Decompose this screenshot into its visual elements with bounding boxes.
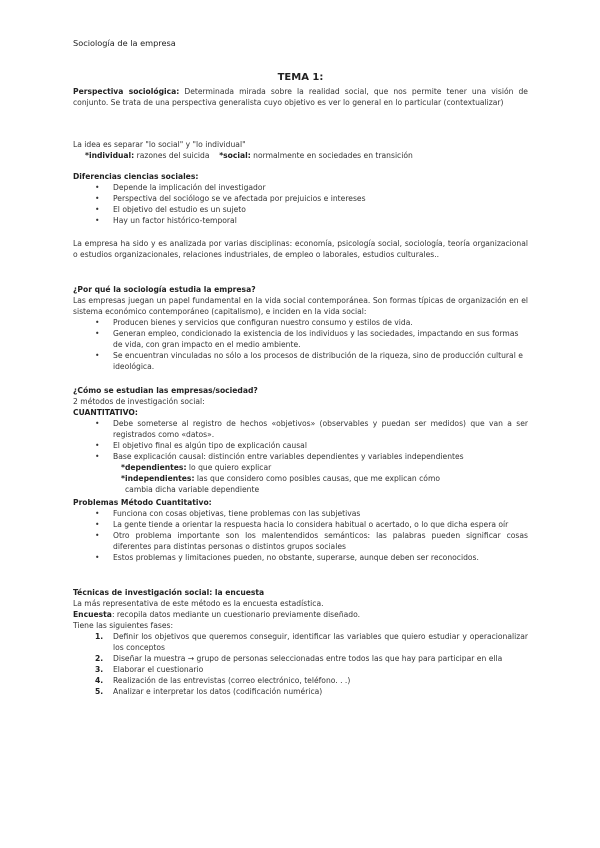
list-item: • El objetivo del estudio es un sujeto (73, 204, 528, 215)
list-item (73, 631, 528, 653)
idea-block (73, 139, 528, 161)
perspectiva-text: Determinada mirada sobre la realidad social, que nos permite tener una visión de conjunto. Se trata de una perspectiva generalista cuyo objetivo es ver lo general en lo particular (contextualizar) (73, 87, 528, 107)
dependientes-label: *dependientes: (121, 463, 187, 472)
como-heading: ¿Cómo se estudian las empresas/sociedad? (73, 386, 258, 395)
list-item: • Funciona con cosas objetivas, tiene problemas con las subjetivas (73, 508, 528, 519)
social-label: *social: (219, 151, 251, 160)
list-item: • Base explicación causal: distinción entre variables dependientes y variables independientes (73, 451, 528, 462)
list-item: • Generan empleo, condicionado la existencia de los individuos y las sociedades, impactando en sus formas de vida, con gran impacto en el medio ambiente. (73, 328, 528, 350)
tecnicas-heading: Técnicas de investigación social: la encuesta (73, 588, 265, 597)
independientes-text: las que considero como posibles causas, que me explican cómo (194, 474, 440, 483)
como-line: 2 métodos de investigación social: (73, 397, 205, 406)
step-number: 1. (95, 632, 104, 641)
dependientes-text: lo que quiero explicar (186, 463, 272, 472)
step-text: Definir los objetivos que queremos conseguir, identificar las variables que quiero estudiar y operacionalizar los conceptos (113, 632, 528, 652)
perspectiva-paragraph (73, 86, 528, 108)
list-item: • Perspectiva del sociólogo se ve afectada por prejuicios e intereses (73, 193, 528, 204)
individual-text: razones del suicida (134, 151, 210, 160)
list-item: • Otro problema importante son los malentendidos semánticos: las palabras pueden significar cosas diferentes para distintas personas o distintos grupos sociales (73, 530, 528, 552)
step-number: 5. (95, 687, 104, 696)
idea-line: La idea es separar "lo social" y "lo individual" (73, 140, 246, 149)
tecnicas-section (73, 587, 528, 697)
list-item (73, 675, 528, 686)
list-item: • Producen bienes y servicios que configuran nuestro consumo y estilos de vida. (73, 317, 528, 328)
list-item: • Hay un factor histórico-temporal (73, 215, 528, 226)
independientes-label: *independientes: (121, 474, 195, 483)
diferencias-section (73, 171, 528, 226)
list-item: • Debe someterse al registro de hechos «objetivos» (observables y puedan ser medidos) que van a ser registrados como «datos». (73, 418, 528, 440)
porque-text: Las empresas juegan un papel fundamental en la vida social contemporánea. Son formas típicas de organización en el sistema económico contemporáneo (capitalismo), e inciden en la vida social: (73, 296, 528, 316)
independientes-line (73, 473, 528, 484)
list-item (73, 653, 528, 664)
dependientes-line (73, 462, 528, 473)
step-text: Realización de las entrevistas (correo electrónico, teléfono. . .) (113, 676, 351, 685)
individual-label: *individual: (85, 151, 135, 160)
independientes-line-2: cambia dicha variable dependiente (125, 485, 260, 494)
step-text: Elaborar el cuestionario (113, 665, 204, 674)
encuesta-text: : recopila datos mediante un cuestionario previamente diseñado. (111, 610, 361, 619)
list-item: • El objetivo final es algún tipo de explicación causal (73, 440, 528, 451)
tecnicas-line-1: La más representativa de este método es la encuesta estadística. (73, 599, 324, 608)
problemas-section (73, 497, 528, 563)
diferencias-heading: Diferencias ciencias sociales: (73, 172, 199, 181)
step-number: 2. (95, 654, 104, 663)
list-item: • Estos problemas y limitaciones pueden, no obstante, superarse, aunque deben ser reconocidos. (73, 552, 528, 563)
como-section (73, 385, 528, 495)
problemas-list (73, 508, 528, 563)
porque-heading: ¿Por qué la sociología estudia la empresa? (73, 285, 256, 294)
cuantitativo-label: CUANTITATIVO: (73, 408, 138, 417)
idea-detail (73, 150, 528, 161)
porque-list (73, 317, 528, 372)
list-item: • Se encuentran vinculadas no sólo a los procesos de distribución de la riqueza, sino de producción cultural e ideológica. (73, 350, 528, 372)
fases-line: Tiene las siguientes fases: (73, 621, 174, 630)
list-item: • Depende la implicación del investigador (73, 182, 528, 193)
list-item (73, 664, 528, 675)
document-header: Sociología de la empresa (73, 38, 176, 48)
social-text: normalmente en sociedades en transición (250, 151, 413, 160)
list-item: • La gente tiende a orientar la respuesta hacia lo considera habitual o acertado, o lo que dicha espera oír (73, 519, 528, 530)
fases-list (73, 631, 528, 697)
perspectiva-label: Perspectiva sociológica: (73, 87, 180, 96)
list-item (73, 686, 528, 697)
step-number: 4. (95, 676, 104, 685)
step-text: Analizar e interpretar los datos (codificación numérica) (113, 687, 323, 696)
encuesta-label: Encuesta (73, 610, 112, 619)
empresa-paragraph: La empresa ha sido y es analizada por varias disciplinas: economía, psicología social, sociología, teoría organizacional o estudios organizacionales, relaciones industriales, de empleo o laborales, estudios culturales.. (73, 239, 528, 259)
problemas-heading: Problemas Método Cuantitativo: (73, 498, 212, 507)
cuantitativo-list (73, 418, 528, 462)
encuesta-line (73, 609, 528, 620)
step-text: Diseñar la muestra → grupo de personas seleccionadas entre todos las que hay para participar en ella (113, 654, 503, 663)
porque-section (73, 284, 528, 372)
step-number: 3. (95, 665, 104, 674)
diferencias-list (73, 182, 528, 226)
page-title: TEMA 1: (277, 72, 324, 83)
